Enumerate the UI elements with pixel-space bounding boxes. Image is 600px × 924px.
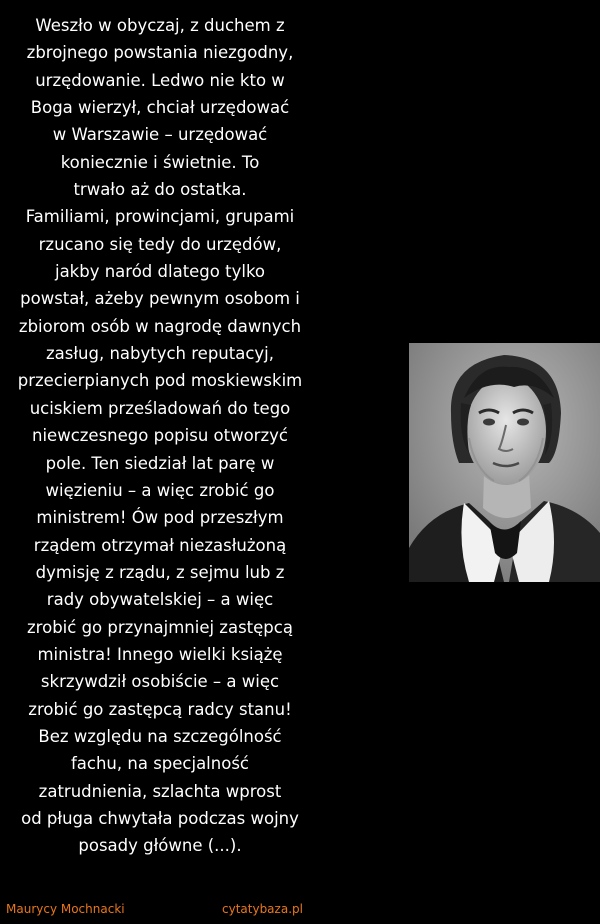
quote-line: ministrem! Ów pod przeszłym xyxy=(36,508,284,528)
site-name[interactable]: cytatybaza.pl xyxy=(222,902,303,916)
author-portrait xyxy=(409,343,600,582)
author-name[interactable]: Maurycy Mochnacki xyxy=(6,902,125,916)
quote-line: niewczesnego popisu otworzyć xyxy=(32,426,288,446)
quote-line: zbiorom osób w nagrodę dawnych xyxy=(18,316,302,336)
quote-line: Boga wierzył, chciał urzędować xyxy=(30,98,290,118)
quote-line: ministra! Innego wielki książę xyxy=(37,644,283,664)
quote-line: rzucano się tedy do urzędów, xyxy=(38,234,282,254)
quote-line: trwało aż do ostatka. xyxy=(73,180,247,200)
quote-line: rządem otrzymał niezasłużoną xyxy=(33,535,287,555)
quote-line: przecierpianych pod moskiewskim xyxy=(17,371,303,391)
quote-line: zasług, nabytych reputacyj, xyxy=(45,344,275,364)
quote-line: zatrudnienia, szlachta wprost xyxy=(38,781,282,801)
quote-line: więzieniu – a więc zrobić go xyxy=(45,480,275,500)
quote-line: Familiami, prowincjami, grupami xyxy=(25,207,295,227)
quote-line: koniecznie i świetnie. To xyxy=(60,152,260,172)
quote-line: uciskiem prześladowań do tego xyxy=(29,398,291,418)
quote-line: w Warszawie – urzędować xyxy=(52,125,268,145)
quote-line: zrobić go zastępcą radcy stanu! xyxy=(28,699,292,719)
quote-line: Weszło w obyczaj, z duchem z xyxy=(35,16,285,35)
quote-line: powstał, ażeby pewnym osobom i xyxy=(20,289,300,309)
quote-line: jakby naród dlatego tylko xyxy=(54,262,266,282)
quote-line: posady główne (...). xyxy=(78,836,242,856)
portrait-icon xyxy=(409,343,600,582)
quote-line: pole. Ten siedział lat parę w xyxy=(45,453,275,473)
quote-line: rady obywatelskiej – a więc xyxy=(46,590,274,610)
quote-line: urzędowanie. Ledwo nie kto w xyxy=(35,70,285,90)
quote-line: Bez względu na szczególność xyxy=(38,726,282,746)
quote-line: skrzywdził osobiście – a więc xyxy=(40,672,280,692)
quote-text xyxy=(4,12,316,860)
quote-line: od pługa chwytała podczas wojny xyxy=(21,808,299,828)
quote-line: fachu, na specjalność xyxy=(70,754,249,774)
quote-line: zbrojnego powstania niezgodny, xyxy=(26,43,294,63)
quote-line: zrobić go przynajmniej zastępcą xyxy=(27,617,293,637)
quote-line: dymisję z rządu, z sejmu lub z xyxy=(35,562,285,582)
